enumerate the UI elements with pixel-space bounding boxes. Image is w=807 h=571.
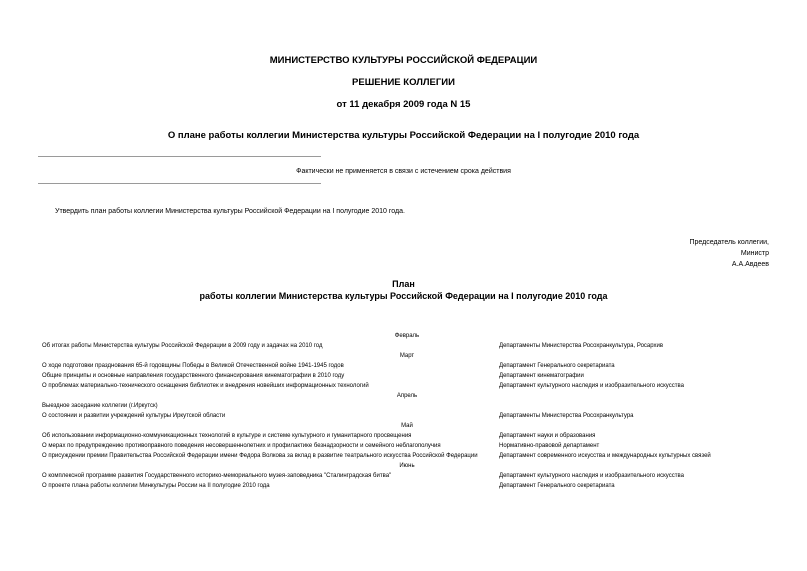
signature-title: Министр (740, 250, 769, 257)
table-row (42, 361, 772, 371)
plan-table (42, 331, 772, 491)
table-row (42, 481, 772, 491)
agenda-question: О ходе подготовки празднования 65-й годовщины Победы в Великой Отечественной войне 1941-1945 годов (42, 363, 344, 369)
month-heading: Апрель (396, 393, 418, 399)
responsible-department: Департаменты Министерства Росохранкультура, Росархив (499, 343, 664, 349)
agenda-question: О состоянии и развитии учреждений культуры Иркутской области (42, 413, 226, 419)
responsible-department: Департамент культурного наследия и изобразительного искусства (499, 473, 684, 479)
responsible-department: Департамент Генерального секретариата (499, 363, 615, 369)
plan-heading: План (392, 279, 415, 289)
responsible-department: Нормативно-правовой департамент (499, 443, 600, 449)
table-row (42, 441, 772, 451)
signature-position: Председатель коллегии, (689, 239, 769, 246)
responsible-department: Департамент Генерального секретариата (499, 483, 615, 489)
agenda-question: О присуждении премии Правительства Российской Федерации имени Федора Волкова за вклад в развитие театрального искусства Российской Федерации (42, 453, 478, 459)
responsible-department: Департамент культурного наследия и изобразительного искусства (499, 383, 684, 389)
agenda-question: Об использовании информационно-коммуникационных технологий в культуре и системе культурного и гуманитарного просвещения (42, 433, 412, 439)
table-row (42, 431, 772, 441)
ministry-heading: МИНИСТЕРСТВО КУЛЬТУРЫ РОССИЙСКОЙ ФЕДЕРАЦИИ (269, 55, 538, 66)
table-row (42, 471, 772, 481)
doc-type-heading: РЕШЕНИЕ КОЛЛЕГИИ (352, 77, 455, 88)
divider-top (38, 156, 321, 157)
table-row (42, 341, 772, 351)
signature-block (689, 237, 769, 270)
agenda-question: О комплексной программе развития Государственного историко-мемориального музея-заповедника "Сталинградская битва" (42, 473, 392, 479)
responsible-department: Департамент кинематографии (499, 373, 584, 379)
doc-date: от 11 декабря 2009 года N 15 (336, 99, 471, 110)
month-heading: Февраль (394, 333, 420, 339)
doc-title: О плане работы коллегии Министерства культуры Российской Федерации на I полугодие 2010 года (167, 130, 640, 141)
responsible-department (499, 401, 772, 402)
agenda-question: Об итогах работы Министерства культуры Российской Федерации в 2009 году и задачах на 2010 год (42, 343, 323, 349)
status-note: Фактически не применяется в связи с истечением срока действия (296, 168, 511, 175)
table-row (42, 451, 772, 461)
month-heading: Июнь (399, 463, 415, 469)
month-heading: Май (401, 423, 413, 429)
signature-name: А.А.Авдеев (731, 261, 769, 268)
decision-paragraph: Утвердить план работы коллегии Министерства культуры Российской Федерации на I полугодие 2010 года. (55, 208, 405, 215)
table-row (42, 411, 772, 421)
agenda-question: О мерах по предупреждению противоправного поведения несовершеннолетних и профилактике безнадзорности и семейного неблагополучия (42, 443, 441, 449)
divider-bottom (38, 183, 321, 184)
agenda-question: Общие принципы и основные направления государственного финансирования кинематографии в 2010 году (42, 373, 345, 379)
responsible-department: Департамент науки и образования (499, 433, 596, 439)
agenda-question: Выездное заседание коллегии (г.Иркутск) (42, 403, 158, 409)
month-heading: Март (399, 353, 415, 359)
responsible-department: Департаменты Министерства Росохранкультура (499, 413, 634, 419)
agenda-question: О проблемах материально-технического оснащения библиотек и внедрения новейших информационных технологий (42, 383, 369, 389)
table-row (42, 401, 772, 411)
plan-subheading: работы коллегии Министерства культуры Российской Федерации на I полугодие 2010 года (199, 291, 608, 301)
table-row (42, 381, 772, 391)
table-row (42, 371, 772, 381)
responsible-department: Департамент современного искусства и международных культурных связей (499, 453, 711, 459)
agenda-question: О проекте плана работы коллегии Минкультуры России на II полугодие 2010 года (42, 483, 270, 489)
